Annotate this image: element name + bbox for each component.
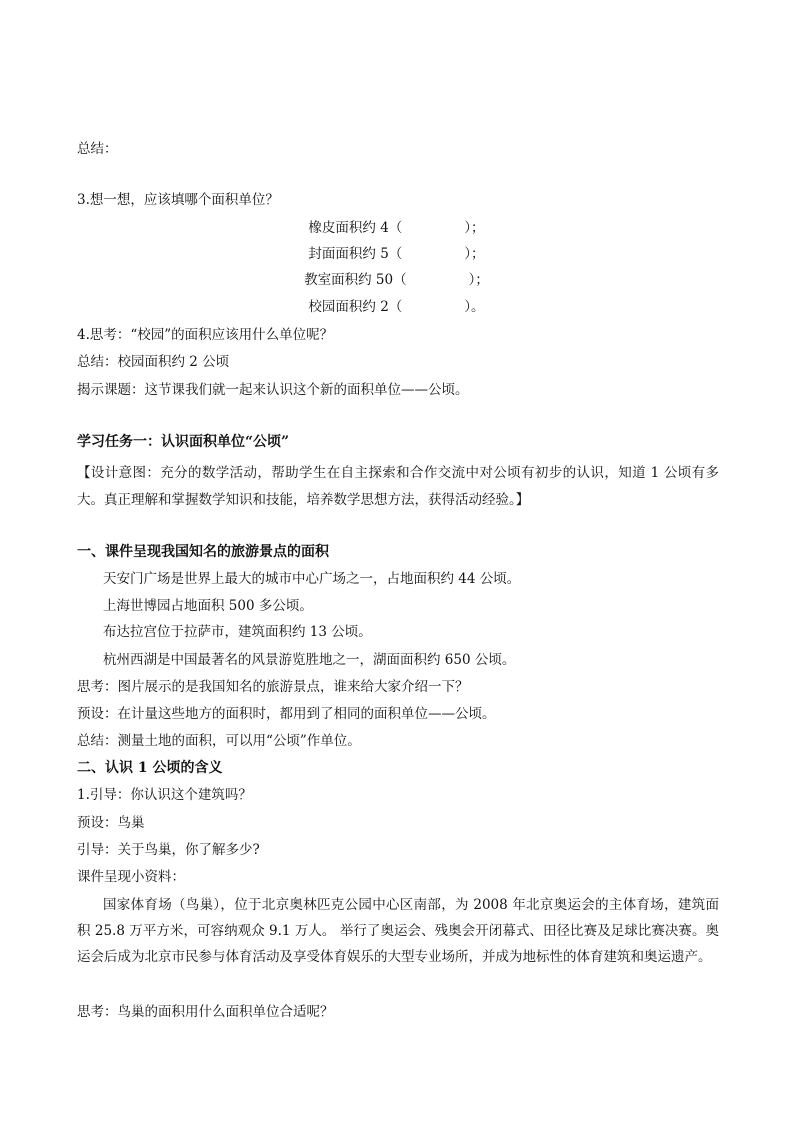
section-1-preset: 预设：在计量这些地方的面积时，都用到了相同的面积单位——公顷。 — [77, 706, 496, 722]
design-intent: 【设计意图：充分的数学活动，帮助学生在自主探索和合作交流中对公顷有初步的认识，知道 1 公顷有多大。真正理解和掌握数学知识和技能，培养数学思想方法，获得活动经验。】 — [77, 465, 719, 508]
fill-blank-item: 橡皮面积约 4（ ）； — [308, 220, 485, 236]
question-4-summary: 总结：校园面积约 2 公顷 — [77, 354, 230, 370]
section-2-think: 思考：鸟巢的面积用什么面积单位合适呢？ — [77, 1004, 334, 1020]
section-2-preset: 预设：鸟巢 — [77, 815, 145, 831]
section-1-heading: 一、课件呈现我国知名的旅游景点的面积 — [77, 544, 329, 560]
landmark-fact: 杭州西湖是中国最著名的风景游览胜地之一，湖面面积约 650 公顷。 — [103, 652, 516, 668]
landmark-fact: 上海世博园占地面积 500 多公顷。 — [103, 598, 313, 614]
material-paragraph: 国家体育场（鸟巢），位于北京奥林匹克公园中心区南部，为 2008 年北京奥运会的主体育场，建筑面积 25.8 万平方米，可容纳观众 9.1 万人。 举行了奥运会、残奥会开闭幕式、田径比赛及足球比赛决赛。奥运会后成为北京市民参与体育活动及享受体育娱乐的大型专业场所，并成为地标性的体育建筑和奥运遗产。 — [77, 897, 719, 965]
fill-blank-item: 封面面积约 5（ ）； — [308, 246, 485, 262]
landmark-fact: 布达拉宫位于拉萨市，建筑面积约 13 公顷。 — [103, 624, 372, 640]
summary-label: 总结： — [77, 141, 118, 157]
section-1-summary: 总结：测量土地的面积，可以用“公顷”作单位。 — [77, 733, 361, 749]
section-2-guide-1: 1.引导：你认识这个建筑吗？ — [77, 787, 252, 803]
section-2-heading: 二、认识 1 公顷的含义 — [77, 760, 223, 776]
question-4: 4.思考：“校园”的面积应该用什么单位呢？ — [77, 327, 334, 343]
landmark-fact: 天安门广场是世界上最大的城市中心广场之一，占地面积约 44 公顷。 — [103, 571, 521, 587]
section-2-guide-2: 引导：关于鸟巢，你了解多少? — [77, 842, 260, 858]
section-1-think: 思考：图片展示的是我国知名的旅游景点，谁来给大家介绍一下？ — [77, 679, 469, 695]
topic-reveal: 揭示课题：这节课我们就一起来认识这个新的面积单位——公顷。 — [77, 382, 469, 398]
material-label: 课件呈现小资料： — [77, 869, 185, 885]
fill-blank-item: 教室面积约 50（ ）； — [304, 272, 489, 288]
question-3-title: 3.想一想，应该填哪个面积单位？ — [77, 192, 279, 208]
task-1-heading: 学习任务一：认识面积单位“公顷” — [77, 434, 290, 450]
fill-blank-item: 校园面积约 2（ ）。 — [308, 299, 485, 315]
